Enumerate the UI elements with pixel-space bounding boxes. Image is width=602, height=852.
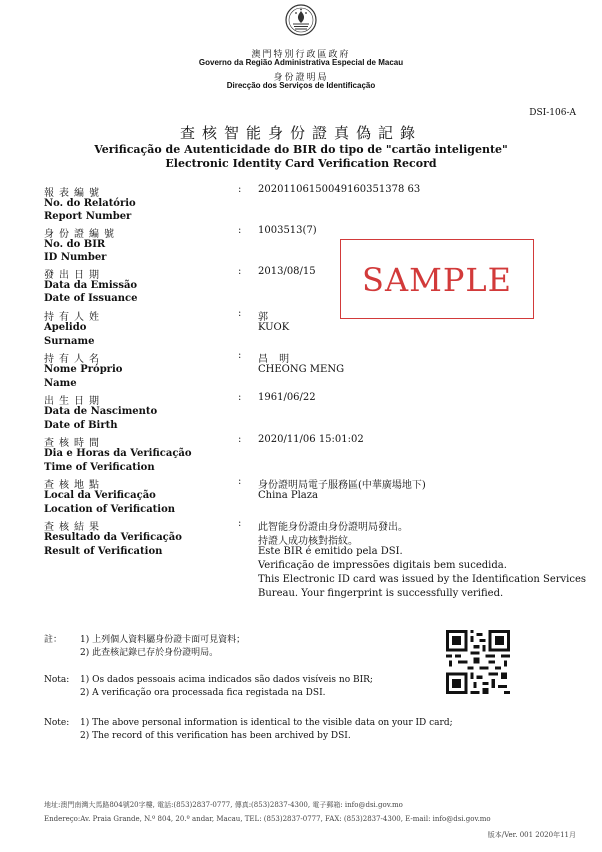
footer-address-portuguese: Endereço:Av. Praia Grande, N.º 804, 20.º andar, Macau, TEL: (853)2837-0777, FAX: (853)2837-4300, E-mail: info@dsi.gov.mo (44, 815, 491, 823)
verification-location-label-zh: 查核地點 (44, 480, 104, 491)
colon: : (238, 476, 242, 487)
note-line: 1) 上列個人資料屬身份證卡面可見資料； (80, 635, 246, 645)
title-english: Electronic Identity Card Verification Record (165, 157, 437, 170)
given-name-label-zh: 持有人名 (44, 354, 104, 365)
report-number-label-pt: No. do Relatório (44, 198, 136, 209)
birth-date-value: 1961/06/22 (258, 392, 316, 403)
verification-location-label-en: Location of Verification (44, 504, 176, 515)
note-line: 1) Os dados pessoais acima indicados são dados visíveis no BIR; (80, 675, 373, 685)
sample-stamp: SAMPLE (340, 239, 534, 319)
verification-time-label-pt: Dia e Horas da Verificação (44, 448, 192, 459)
verification-location-label-pt: Local da Verificação (44, 490, 156, 501)
verification-location-value-latin: China Plaza (258, 490, 318, 501)
note-line: 1) The above personal information is identical to the visible data on your ID card; (80, 718, 453, 728)
issue-date-value: 2013/08/15 (258, 266, 316, 277)
colon: : (238, 518, 242, 529)
issue-date-label-pt: Data da Emissão (44, 280, 138, 291)
id-number-label-pt: No. do BIR (44, 239, 106, 250)
surname-value-latin: KUOK (258, 322, 290, 333)
id-number-value: 1003513(7) (258, 225, 317, 236)
colon: : (238, 350, 242, 361)
issue-date-label-zh: 發出日期 (44, 270, 104, 281)
surname-value-zh: 郭 (258, 312, 268, 323)
verification-location-value-zh: 身份證明局電子服務區(中華廣場地下) (258, 480, 426, 491)
report-number-value: 20201106150049160351378 63 (258, 184, 421, 195)
given-name-label-en: Name (44, 378, 77, 389)
note-label-zh: 註： (44, 635, 63, 645)
surname-label-zh: 持有人姓 (44, 312, 104, 323)
note-line: 2) The record of this verification has been archived by DSI. (80, 731, 351, 741)
birth-date-label-pt: Data de Nascimento (44, 406, 158, 417)
title-portuguese: Verificação de Autenticidade do BIR do tipo de "cartão inteligente" (94, 143, 508, 156)
note-line: 2) A verificação ora processada fica registada na DSI. (80, 688, 326, 698)
colon: : (238, 184, 242, 195)
note-label-pt: Nota: (44, 675, 70, 685)
note-label-en: Note: (44, 718, 70, 728)
verification-time-label-en: Time of Verification (44, 462, 155, 473)
colon: : (238, 266, 242, 277)
surname-label-en: Surname (44, 336, 95, 347)
qr-code-icon (446, 630, 510, 694)
verification-result-label-en: Result of Verification (44, 546, 163, 557)
document-code: DSI-106-A (529, 108, 576, 118)
colon: : (238, 434, 242, 445)
department-name-portuguese: Direcção dos Serviços de Identificação (226, 81, 376, 90)
macau-emblem-icon (284, 3, 318, 37)
given-name-value-zh: 昌 明 (258, 354, 294, 365)
id-number-label-en: ID Number (44, 252, 107, 263)
result-line: 此智能身份證由身份證明局發出。 (258, 522, 408, 533)
note-line: 2) 此查核記錄已存於身份證明局。 (80, 648, 219, 658)
id-number-label-zh: 身份證編號 (44, 229, 119, 240)
department-name-chinese: 身份證明局 (273, 73, 329, 83)
given-name-value-latin: CHEONG MENG (258, 364, 345, 375)
verification-time-label-zh: 查核時間 (44, 438, 104, 449)
birth-date-label-en: Date of Birth (44, 420, 118, 431)
government-name-portuguese: Governo da Região Administrativa Especial de Macau (198, 58, 404, 67)
title-chinese: 查核智能身份證真偽記錄 (179, 124, 422, 142)
colon: : (238, 308, 242, 319)
issue-date-label-en: Date of Issuance (44, 293, 138, 304)
birth-date-label-zh: 出生日期 (44, 396, 104, 407)
colon: : (238, 392, 242, 403)
result-line: Bureau. Your fingerprint is successfully verified. (258, 588, 504, 599)
colon: : (238, 225, 242, 236)
verification-time-value: 2020/11/06 15:01:02 (258, 434, 364, 445)
result-line: 持證人成功核對指紋。 (258, 536, 358, 547)
government-name-chinese: 澳門特別行政區政府 (251, 50, 351, 60)
verification-result-label-pt: Resultado da Verificação (44, 532, 182, 543)
result-line: Este BIR é emitido pela DSI. (258, 546, 403, 557)
given-name-label-pt: Nome Próprio (44, 364, 123, 375)
form-version: 版本/Ver. 001 2020年11月 (487, 831, 576, 839)
verification-result-label-zh: 查核結果 (44, 522, 104, 533)
result-line: This Electronic ID card was issued by the Identification Services (258, 574, 587, 585)
report-number-label-en: Report Number (44, 211, 132, 222)
surname-label-pt: Apelido (44, 322, 87, 333)
footer-address-chinese: 地址:澳門南灣大馬路804號20字樓, 電話:(853)2837-0777, 傳真:(853)2837-4300, 電子郵箱: info@dsi.gov.mo (44, 801, 403, 809)
result-line: Verificação de impressões digitais bem sucedida. (258, 560, 507, 571)
report-number-label-zh: 報表編號 (44, 188, 104, 199)
